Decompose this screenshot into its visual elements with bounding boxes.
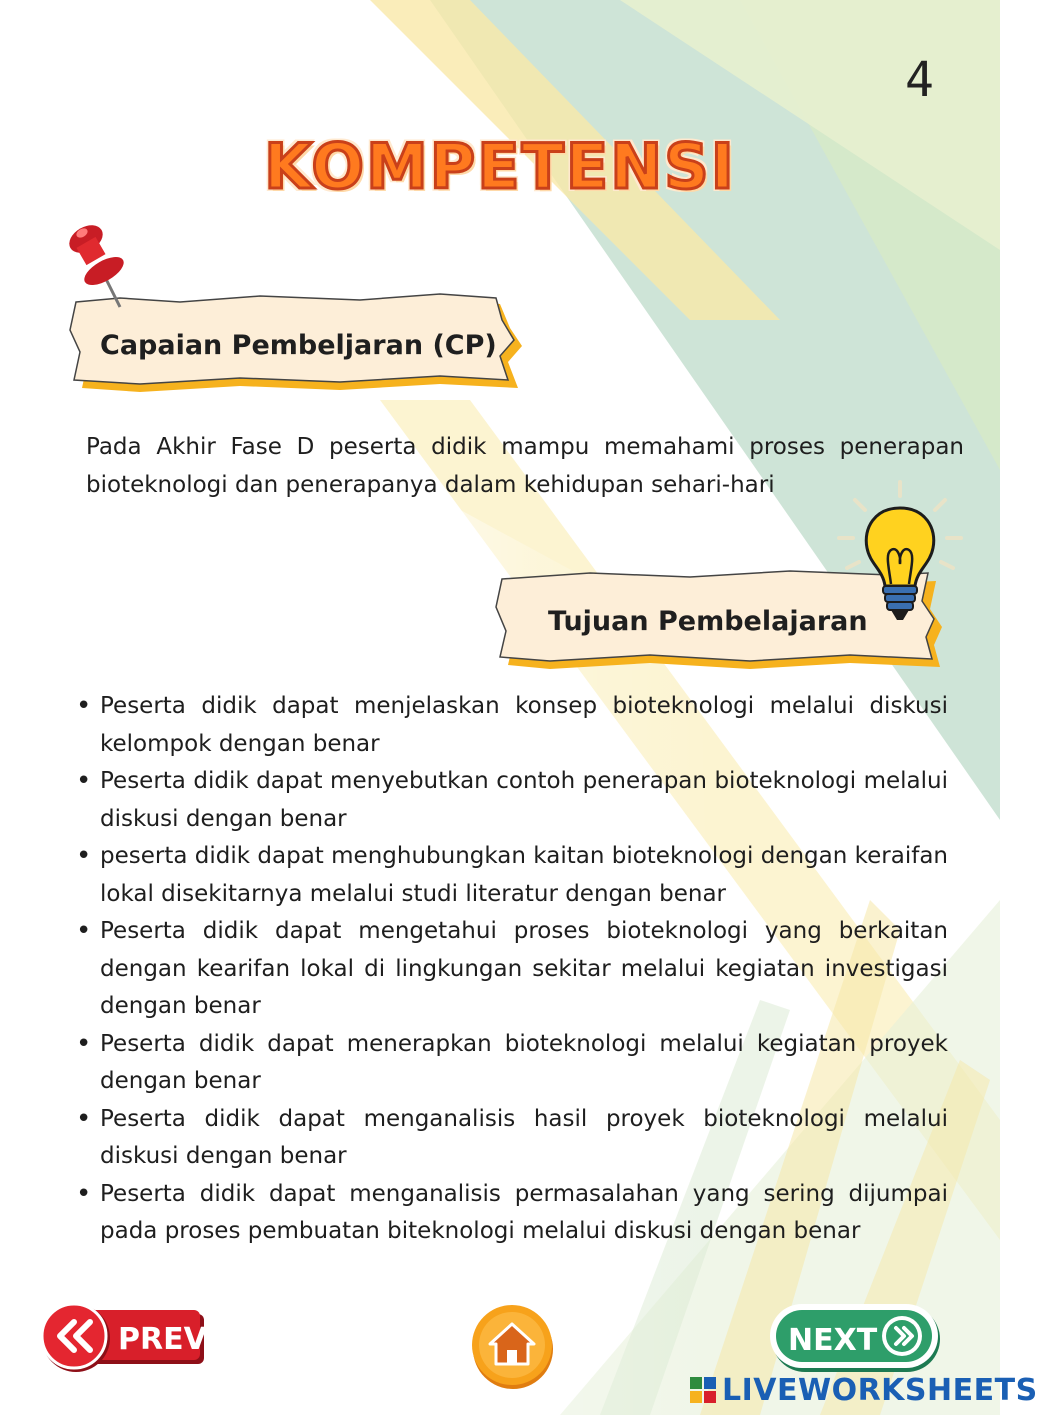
list-item: • Peserta didik dapat menganalisis hasil proyek bioteknologi melalui diskusi dengan benar (70, 1101, 948, 1176)
next-button-label[interactable]: NEXT (788, 1323, 878, 1358)
list-item: • Peserta didik dapat menjelaskan konsep bioteknologi melalui diskusi kelompok dengan benar (70, 688, 948, 763)
cp-heading: Capaian Pembeljaran (CP) (100, 330, 497, 361)
pushpin-icon (58, 215, 138, 315)
liveworksheets-icon (690, 1377, 716, 1403)
page-number: 4 (905, 52, 934, 108)
list-item: • Peserta didik dapat mengetahui proses bioteknologi yang berkaitan dengan kearifan lokal di lingkungan sekitar melalui kegiatan investigasi dengan benar (70, 913, 948, 1026)
list-item: • Peserta didik dapat menganalisis permasalahan yang sering dijumpai pada proses pembuatan biteknologi melalui diskusi dengan benar (70, 1176, 948, 1251)
brand-name: LIVEWORKSHEETS (722, 1372, 1038, 1408)
liveworksheets-logo[interactable] (690, 1372, 1038, 1408)
list-item: • peserta didik dapat menghubungkan kaitan bioteknologi dengan keraifan lokal disekitarnya melalui studi literatur dengan benar (70, 838, 948, 913)
tp-heading: Tujuan Pembelajaran (548, 606, 868, 637)
home-button[interactable] (470, 1302, 556, 1392)
prev-button-label[interactable]: PREV (118, 1322, 207, 1357)
page-title: KOMPETENSI (264, 130, 736, 203)
cp-paragraph: Pada Akhir Fase D peserta didik mampu memahami proses penerapan bioteknologi dan penerapanya dalam kehidupan sehari-hari (86, 434, 964, 498)
list-item: • Peserta didik dapat menerapkan bioteknologi melalui kegiatan proyek dengan benar (70, 1026, 948, 1101)
list-item: • Peserta didik dapat menyebutkan contoh penerapan bioteknologi melalui diskusi dengan benar (70, 763, 948, 838)
objectives-list (70, 688, 948, 1251)
